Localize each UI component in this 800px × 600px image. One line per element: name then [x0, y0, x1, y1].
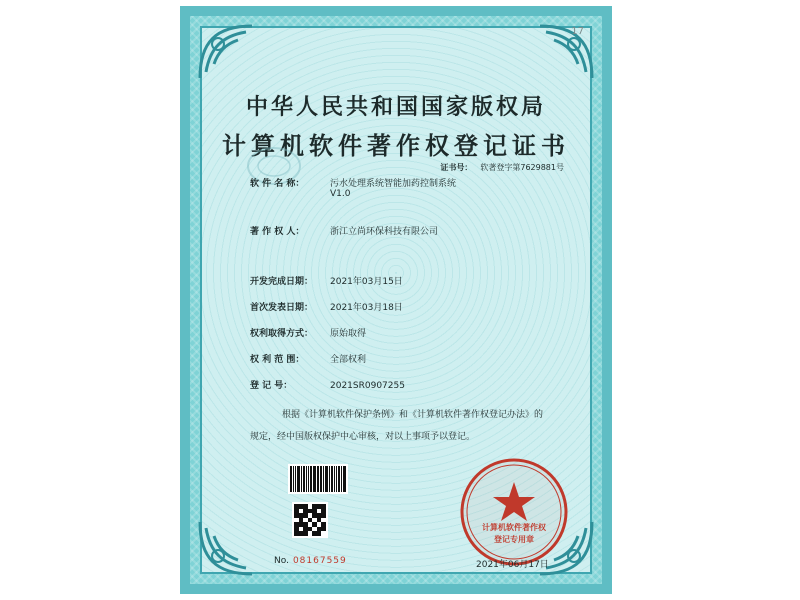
- barcode-bar: [325, 466, 328, 492]
- barcode-bar: [303, 466, 305, 492]
- barcode-bar: [331, 466, 333, 492]
- barcode-bar: [306, 466, 307, 492]
- field-value: 2021年03月15日: [330, 277, 403, 287]
- corner-ornament-icon: [536, 22, 596, 82]
- barcode-bar: [341, 466, 342, 492]
- barcode-bar: [313, 466, 316, 492]
- field-label: 首次发表日期：: [250, 303, 314, 313]
- field-value: 浙江立尚环保科技有限公司: [330, 227, 439, 237]
- qr-code-icon: [292, 502, 328, 538]
- handwritten-mark: 17: [571, 26, 584, 37]
- corner-ornament-icon: [196, 518, 256, 578]
- serial-label: No.: [274, 556, 289, 566]
- qr-module: [321, 531, 326, 536]
- serial-number: [274, 556, 347, 566]
- barcode-bar: [329, 466, 330, 492]
- barcode-bar: [301, 466, 302, 492]
- field-pub-date: [250, 300, 403, 313]
- certificate-number-value: 软著登字第7629881号: [480, 163, 564, 172]
- issuing-authority-title: 中华人民共和国国家版权局: [245, 94, 546, 120]
- field-scope: [250, 352, 366, 365]
- serial-value: 08167559: [292, 556, 347, 566]
- barcode-bar: [323, 466, 324, 492]
- certificate-number: [440, 162, 564, 173]
- field-software-name: [250, 176, 456, 199]
- certificate-body: [200, 26, 592, 574]
- barcode-bar: [295, 466, 296, 492]
- barcode-bar: [310, 466, 312, 492]
- barcode-icon: [288, 464, 348, 494]
- registration-statement: [250, 404, 550, 448]
- barcode-bar: [343, 466, 346, 492]
- field-label: 著 作 权 人：: [250, 227, 305, 237]
- seal-ring-icon: [458, 456, 570, 568]
- barcode-bar: [293, 466, 294, 492]
- seal-text-line-2: 登记专用章: [494, 535, 534, 544]
- barcode-bar: [290, 466, 292, 492]
- certificate-number-label: 证书号：: [440, 163, 473, 172]
- field-dev-date: [250, 274, 403, 287]
- barcode-bar: [334, 466, 335, 492]
- barcode-bar: [308, 466, 309, 492]
- barcode-bar: [317, 466, 318, 492]
- barcode-bar: [297, 466, 300, 492]
- certificate: [180, 6, 612, 594]
- field-registration-no: [250, 378, 405, 391]
- field-value: 污水处理系统智能加药控制系统: [330, 179, 457, 189]
- field-label: 权利取得方式：: [250, 329, 314, 339]
- field-label: 权 利 范 围：: [250, 355, 305, 365]
- seal-text-line-1: 计算机软件著作权: [482, 523, 546, 532]
- barcode-bar: [318, 466, 319, 492]
- barcode-bar: [338, 466, 340, 492]
- field-method: [250, 326, 366, 339]
- field-value: 全部权利: [330, 355, 367, 365]
- corner-ornament-icon: [196, 22, 256, 82]
- barcode-bar: [320, 466, 322, 492]
- issue-date: 2021年06月17日: [476, 560, 549, 570]
- official-seal: [458, 456, 570, 568]
- barcode-bar: [336, 466, 337, 492]
- statement-line-2: 规定，经中国版权保护中心审核，对以上事项予以登记。: [250, 432, 476, 442]
- field-label: 软 件 名 称：: [250, 179, 305, 189]
- field-label: 开发完成日期：: [250, 277, 314, 287]
- field-version: V1.0: [330, 189, 351, 199]
- field-owner: [250, 224, 438, 237]
- field-label: 登 记 号：: [250, 381, 293, 391]
- certificate-title: 计算机软件著作权登记证书: [222, 131, 570, 160]
- field-value: 2021年03月18日: [330, 303, 403, 313]
- field-value: 原始取得: [330, 329, 367, 339]
- statement-line-1: 根据《计算机软件保护条例》和《计算机软件著作权登记办法》的: [282, 410, 544, 420]
- field-value: 2021SR0907255: [330, 381, 405, 391]
